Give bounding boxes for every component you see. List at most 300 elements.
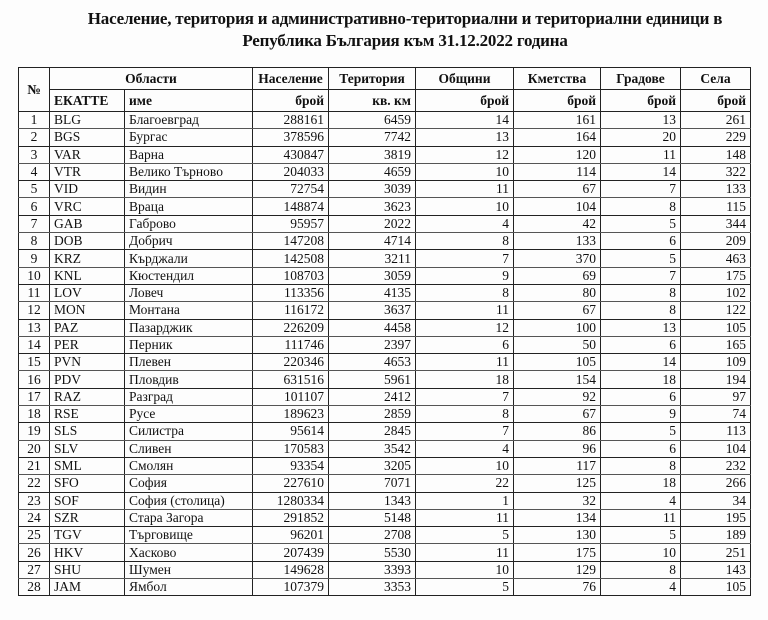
cell-territory: 4135 [329, 284, 416, 301]
cell-name: Плевен [125, 354, 253, 371]
table-row [19, 440, 751, 457]
cell-name: Пазарджик [125, 319, 253, 336]
cell-towns: 14 [601, 354, 681, 371]
cell-villages: 109 [681, 354, 751, 371]
table-row [19, 336, 751, 353]
cell-population: 108703 [253, 267, 329, 284]
cell-mayoralties: 370 [514, 250, 601, 267]
cell-towns: 8 [601, 198, 681, 215]
cell-no: 21 [19, 457, 50, 474]
table-row [19, 423, 751, 440]
cell-municipalities: 4 [416, 440, 514, 457]
header-regions: Области [50, 68, 253, 90]
cell-population: 170583 [253, 440, 329, 457]
cell-municipalities: 11 [416, 354, 514, 371]
cell-villages: 175 [681, 267, 751, 284]
cell-ekatte: TGV [50, 527, 125, 544]
cell-name: Стара Загора [125, 509, 253, 526]
cell-villages: 261 [681, 112, 751, 129]
cell-towns: 4 [601, 492, 681, 509]
cell-villages: 97 [681, 388, 751, 405]
cell-no: 10 [19, 267, 50, 284]
cell-no: 25 [19, 527, 50, 544]
cell-population: 111746 [253, 336, 329, 353]
header-row-sub [19, 90, 751, 112]
table-row [19, 181, 751, 198]
cell-ekatte: VTR [50, 163, 125, 180]
cell-mayoralties: 164 [514, 129, 601, 146]
cell-mayoralties: 92 [514, 388, 601, 405]
cell-municipalities: 1 [416, 492, 514, 509]
cell-ekatte: RSE [50, 406, 125, 423]
cell-population: 149628 [253, 561, 329, 578]
cell-ekatte: BGS [50, 129, 125, 146]
cell-villages: 102 [681, 284, 751, 301]
table-row [19, 579, 751, 596]
cell-no: 14 [19, 336, 50, 353]
cell-mayoralties: 134 [514, 509, 601, 526]
cell-mayoralties: 175 [514, 544, 601, 561]
table-row [19, 544, 751, 561]
cell-no: 20 [19, 440, 50, 457]
cell-no: 22 [19, 475, 50, 492]
subheader-mayoralties-unit: брой [514, 90, 601, 112]
cell-villages: 105 [681, 319, 751, 336]
cell-municipalities: 7 [416, 423, 514, 440]
table-row [19, 492, 751, 509]
cell-villages: 189 [681, 527, 751, 544]
cell-villages: 251 [681, 544, 751, 561]
cell-mayoralties: 100 [514, 319, 601, 336]
cell-ekatte: PER [50, 336, 125, 353]
cell-municipalities: 10 [416, 457, 514, 474]
header-no: № [19, 68, 50, 112]
table-row [19, 146, 751, 163]
cell-ekatte: SZR [50, 509, 125, 526]
cell-territory: 3211 [329, 250, 416, 267]
cell-mayoralties: 67 [514, 406, 601, 423]
cell-name: Кърджали [125, 250, 253, 267]
cell-no: 18 [19, 406, 50, 423]
cell-ekatte: RAZ [50, 388, 125, 405]
cell-population: 430847 [253, 146, 329, 163]
cell-towns: 4 [601, 579, 681, 596]
cell-no: 28 [19, 579, 50, 596]
cell-mayoralties: 42 [514, 215, 601, 232]
table-body [19, 112, 751, 596]
cell-territory: 3059 [329, 267, 416, 284]
cell-municipalities: 11 [416, 544, 514, 561]
cell-villages: 195 [681, 509, 751, 526]
cell-mayoralties: 69 [514, 267, 601, 284]
cell-ekatte: SOF [50, 492, 125, 509]
table-row [19, 354, 751, 371]
cell-ekatte: LOV [50, 284, 125, 301]
cell-name: Търговище [125, 527, 253, 544]
cell-municipalities: 18 [416, 371, 514, 388]
cell-municipalities: 5 [416, 579, 514, 596]
table-row [19, 509, 751, 526]
table-row [19, 302, 751, 319]
header-villages: Села [681, 68, 751, 90]
cell-villages: 322 [681, 163, 751, 180]
cell-ekatte: VID [50, 181, 125, 198]
cell-population: 1280334 [253, 492, 329, 509]
cell-municipalities: 14 [416, 112, 514, 129]
cell-villages: 113 [681, 423, 751, 440]
cell-no: 27 [19, 561, 50, 578]
cell-ekatte: DOB [50, 233, 125, 250]
cell-municipalities: 9 [416, 267, 514, 284]
cell-mayoralties: 133 [514, 233, 601, 250]
cell-population: 147208 [253, 233, 329, 250]
cell-mayoralties: 130 [514, 527, 601, 544]
cell-villages: 122 [681, 302, 751, 319]
cell-name: Смолян [125, 457, 253, 474]
cell-villages: 115 [681, 198, 751, 215]
cell-ekatte: VRC [50, 198, 125, 215]
table-row [19, 319, 751, 336]
cell-ekatte: PAZ [50, 319, 125, 336]
cell-municipalities: 8 [416, 233, 514, 250]
cell-towns: 8 [601, 284, 681, 301]
cell-municipalities: 7 [416, 250, 514, 267]
cell-towns: 6 [601, 336, 681, 353]
cell-towns: 5 [601, 527, 681, 544]
cell-towns: 10 [601, 544, 681, 561]
header-population: Население [253, 68, 329, 90]
cell-territory: 5961 [329, 371, 416, 388]
cell-no: 3 [19, 146, 50, 163]
cell-towns: 6 [601, 440, 681, 457]
cell-towns: 11 [601, 509, 681, 526]
cell-territory: 3623 [329, 198, 416, 215]
cell-territory: 3819 [329, 146, 416, 163]
cell-municipalities: 4 [416, 215, 514, 232]
cell-territory: 3393 [329, 561, 416, 578]
cell-territory: 2708 [329, 527, 416, 544]
cell-no: 7 [19, 215, 50, 232]
cell-territory: 2022 [329, 215, 416, 232]
cell-ekatte: SLV [50, 440, 125, 457]
cell-population: 378596 [253, 129, 329, 146]
cell-no: 17 [19, 388, 50, 405]
cell-population: 204033 [253, 163, 329, 180]
table-row [19, 284, 751, 301]
cell-mayoralties: 114 [514, 163, 601, 180]
cell-no: 16 [19, 371, 50, 388]
cell-villages: 143 [681, 561, 751, 578]
cell-towns: 13 [601, 112, 681, 129]
table-row [19, 475, 751, 492]
cell-municipalities: 10 [416, 561, 514, 578]
cell-municipalities: 11 [416, 302, 514, 319]
cell-towns: 8 [601, 561, 681, 578]
cell-mayoralties: 129 [514, 561, 601, 578]
title-line-1: Население, територия и административно-териториални и териториални единици в [87, 9, 723, 28]
cell-population: 96201 [253, 527, 329, 544]
table-row [19, 267, 751, 284]
cell-population: 220346 [253, 354, 329, 371]
cell-villages: 148 [681, 146, 751, 163]
cell-territory: 3039 [329, 181, 416, 198]
cell-territory: 2412 [329, 388, 416, 405]
cell-no: 8 [19, 233, 50, 250]
cell-no: 9 [19, 250, 50, 267]
table-row [19, 198, 751, 215]
header-towns: Градове [601, 68, 681, 90]
cell-mayoralties: 117 [514, 457, 601, 474]
table-row [19, 129, 751, 146]
cell-territory: 2845 [329, 423, 416, 440]
cell-municipalities: 12 [416, 319, 514, 336]
cell-towns: 7 [601, 267, 681, 284]
cell-municipalities: 12 [416, 146, 514, 163]
cell-population: 288161 [253, 112, 329, 129]
cell-territory: 3205 [329, 457, 416, 474]
cell-villages: 133 [681, 181, 751, 198]
cell-no: 5 [19, 181, 50, 198]
cell-name: Видин [125, 181, 253, 198]
cell-no: 6 [19, 198, 50, 215]
cell-mayoralties: 105 [514, 354, 601, 371]
subheader-population-unit: брой [253, 90, 329, 112]
cell-ekatte: PDV [50, 371, 125, 388]
cell-towns: 18 [601, 371, 681, 388]
cell-population: 226209 [253, 319, 329, 336]
cell-no: 12 [19, 302, 50, 319]
cell-municipalities: 6 [416, 336, 514, 353]
table-row [19, 406, 751, 423]
table-row [19, 112, 751, 129]
cell-no: 23 [19, 492, 50, 509]
cell-no: 11 [19, 284, 50, 301]
cell-ekatte: SLS [50, 423, 125, 440]
cell-territory: 5530 [329, 544, 416, 561]
cell-mayoralties: 76 [514, 579, 601, 596]
cell-territory: 4714 [329, 233, 416, 250]
cell-name: Шумен [125, 561, 253, 578]
cell-towns: 9 [601, 406, 681, 423]
cell-mayoralties: 80 [514, 284, 601, 301]
cell-towns: 7 [601, 181, 681, 198]
cell-territory: 2397 [329, 336, 416, 353]
cell-name: Русе [125, 406, 253, 423]
subheader-ekatte: ЕКАТТЕ [50, 90, 125, 112]
cell-name: Силистра [125, 423, 253, 440]
cell-municipalities: 10 [416, 163, 514, 180]
cell-ekatte: KRZ [50, 250, 125, 267]
cell-villages: 194 [681, 371, 751, 388]
cell-ekatte: GAB [50, 215, 125, 232]
cell-municipalities: 13 [416, 129, 514, 146]
cell-ekatte: PVN [50, 354, 125, 371]
subheader-territory-unit: кв. км [329, 90, 416, 112]
header-municipalities: Общини [416, 68, 514, 90]
table-row [19, 250, 751, 267]
cell-villages: 229 [681, 129, 751, 146]
cell-ekatte: SFO [50, 475, 125, 492]
cell-territory: 3353 [329, 579, 416, 596]
cell-territory: 2859 [329, 406, 416, 423]
table-row [19, 163, 751, 180]
cell-name: Благоевград [125, 112, 253, 129]
cell-population: 291852 [253, 509, 329, 526]
cell-name: Добрич [125, 233, 253, 250]
cell-mayoralties: 86 [514, 423, 601, 440]
table-row [19, 527, 751, 544]
cell-towns: 8 [601, 457, 681, 474]
cell-towns: 6 [601, 233, 681, 250]
cell-mayoralties: 161 [514, 112, 601, 129]
cell-mayoralties: 32 [514, 492, 601, 509]
cell-no: 13 [19, 319, 50, 336]
cell-territory: 5148 [329, 509, 416, 526]
cell-name: Хасково [125, 544, 253, 561]
cell-towns: 5 [601, 215, 681, 232]
cell-mayoralties: 120 [514, 146, 601, 163]
cell-ekatte: HKV [50, 544, 125, 561]
cell-name: Монтана [125, 302, 253, 319]
cell-territory: 3542 [329, 440, 416, 457]
cell-towns: 5 [601, 423, 681, 440]
cell-name: Разград [125, 388, 253, 405]
cell-population: 207439 [253, 544, 329, 561]
cell-villages: 34 [681, 492, 751, 509]
cell-municipalities: 10 [416, 198, 514, 215]
cell-towns: 14 [601, 163, 681, 180]
cell-name: Велико Търново [125, 163, 253, 180]
cell-population: 189623 [253, 406, 329, 423]
header-mayoralties: Кметства [514, 68, 601, 90]
cell-towns: 5 [601, 250, 681, 267]
cell-villages: 266 [681, 475, 751, 492]
cell-population: 101107 [253, 388, 329, 405]
cell-name: Ловеч [125, 284, 253, 301]
cell-municipalities: 8 [416, 284, 514, 301]
table-row [19, 215, 751, 232]
cell-territory: 6459 [329, 112, 416, 129]
cell-villages: 74 [681, 406, 751, 423]
cell-ekatte: JAM [50, 579, 125, 596]
cell-villages: 104 [681, 440, 751, 457]
cell-ekatte: BLG [50, 112, 125, 129]
cell-towns: 18 [601, 475, 681, 492]
table-row [19, 388, 751, 405]
cell-villages: 209 [681, 233, 751, 250]
subheader-towns-unit: брой [601, 90, 681, 112]
cell-name: Враца [125, 198, 253, 215]
cell-no: 1 [19, 112, 50, 129]
cell-name: Перник [125, 336, 253, 353]
cell-population: 95614 [253, 423, 329, 440]
cell-population: 631516 [253, 371, 329, 388]
cell-territory: 4659 [329, 163, 416, 180]
cell-name: Сливен [125, 440, 253, 457]
cell-territory: 1343 [329, 492, 416, 509]
cell-mayoralties: 125 [514, 475, 601, 492]
cell-name: София (столица) [125, 492, 253, 509]
cell-population: 116172 [253, 302, 329, 319]
cell-municipalities: 7 [416, 388, 514, 405]
cell-ekatte: SHU [50, 561, 125, 578]
cell-territory: 7742 [329, 129, 416, 146]
cell-population: 95957 [253, 215, 329, 232]
cell-mayoralties: 104 [514, 198, 601, 215]
cell-towns: 6 [601, 388, 681, 405]
table-header [19, 68, 751, 112]
cell-population: 93354 [253, 457, 329, 474]
cell-towns: 20 [601, 129, 681, 146]
cell-no: 15 [19, 354, 50, 371]
cell-municipalities: 11 [416, 509, 514, 526]
cell-municipalities: 11 [416, 181, 514, 198]
cell-mayoralties: 154 [514, 371, 601, 388]
cell-name: Габрово [125, 215, 253, 232]
subheader-name: име [125, 90, 253, 112]
cell-no: 24 [19, 509, 50, 526]
cell-population: 148874 [253, 198, 329, 215]
subheader-municipalities-unit: брой [416, 90, 514, 112]
cell-mayoralties: 96 [514, 440, 601, 457]
cell-no: 2 [19, 129, 50, 146]
header-row-top [19, 68, 751, 90]
cell-territory: 7071 [329, 475, 416, 492]
cell-towns: 11 [601, 146, 681, 163]
cell-villages: 344 [681, 215, 751, 232]
cell-ekatte: VAR [50, 146, 125, 163]
document-title [60, 8, 750, 52]
cell-mayoralties: 50 [514, 336, 601, 353]
cell-population: 227610 [253, 475, 329, 492]
cell-ekatte: KNL [50, 267, 125, 284]
title-line-2: Република България към 31.12.2022 година [242, 31, 568, 50]
cell-territory: 4458 [329, 319, 416, 336]
cell-no: 4 [19, 163, 50, 180]
cell-name: София [125, 475, 253, 492]
cell-villages: 463 [681, 250, 751, 267]
cell-ekatte: MON [50, 302, 125, 319]
cell-villages: 105 [681, 579, 751, 596]
cell-towns: 13 [601, 319, 681, 336]
table-row [19, 371, 751, 388]
cell-ekatte: SML [50, 457, 125, 474]
subheader-villages-unit: брой [681, 90, 751, 112]
cell-municipalities: 22 [416, 475, 514, 492]
cell-name: Ямбол [125, 579, 253, 596]
cell-name: Кюстендил [125, 267, 253, 284]
table-row [19, 233, 751, 250]
table-row [19, 457, 751, 474]
regions-table [18, 67, 751, 596]
cell-population: 113356 [253, 284, 329, 301]
header-territory: Територия [329, 68, 416, 90]
cell-mayoralties: 67 [514, 181, 601, 198]
cell-territory: 3637 [329, 302, 416, 319]
cell-name: Пловдив [125, 371, 253, 388]
cell-name: Бургас [125, 129, 253, 146]
cell-no: 26 [19, 544, 50, 561]
cell-villages: 165 [681, 336, 751, 353]
cell-name: Варна [125, 146, 253, 163]
cell-mayoralties: 67 [514, 302, 601, 319]
cell-population: 72754 [253, 181, 329, 198]
cell-municipalities: 8 [416, 406, 514, 423]
cell-villages: 232 [681, 457, 751, 474]
cell-municipalities: 5 [416, 527, 514, 544]
cell-population: 107379 [253, 579, 329, 596]
cell-territory: 4653 [329, 354, 416, 371]
